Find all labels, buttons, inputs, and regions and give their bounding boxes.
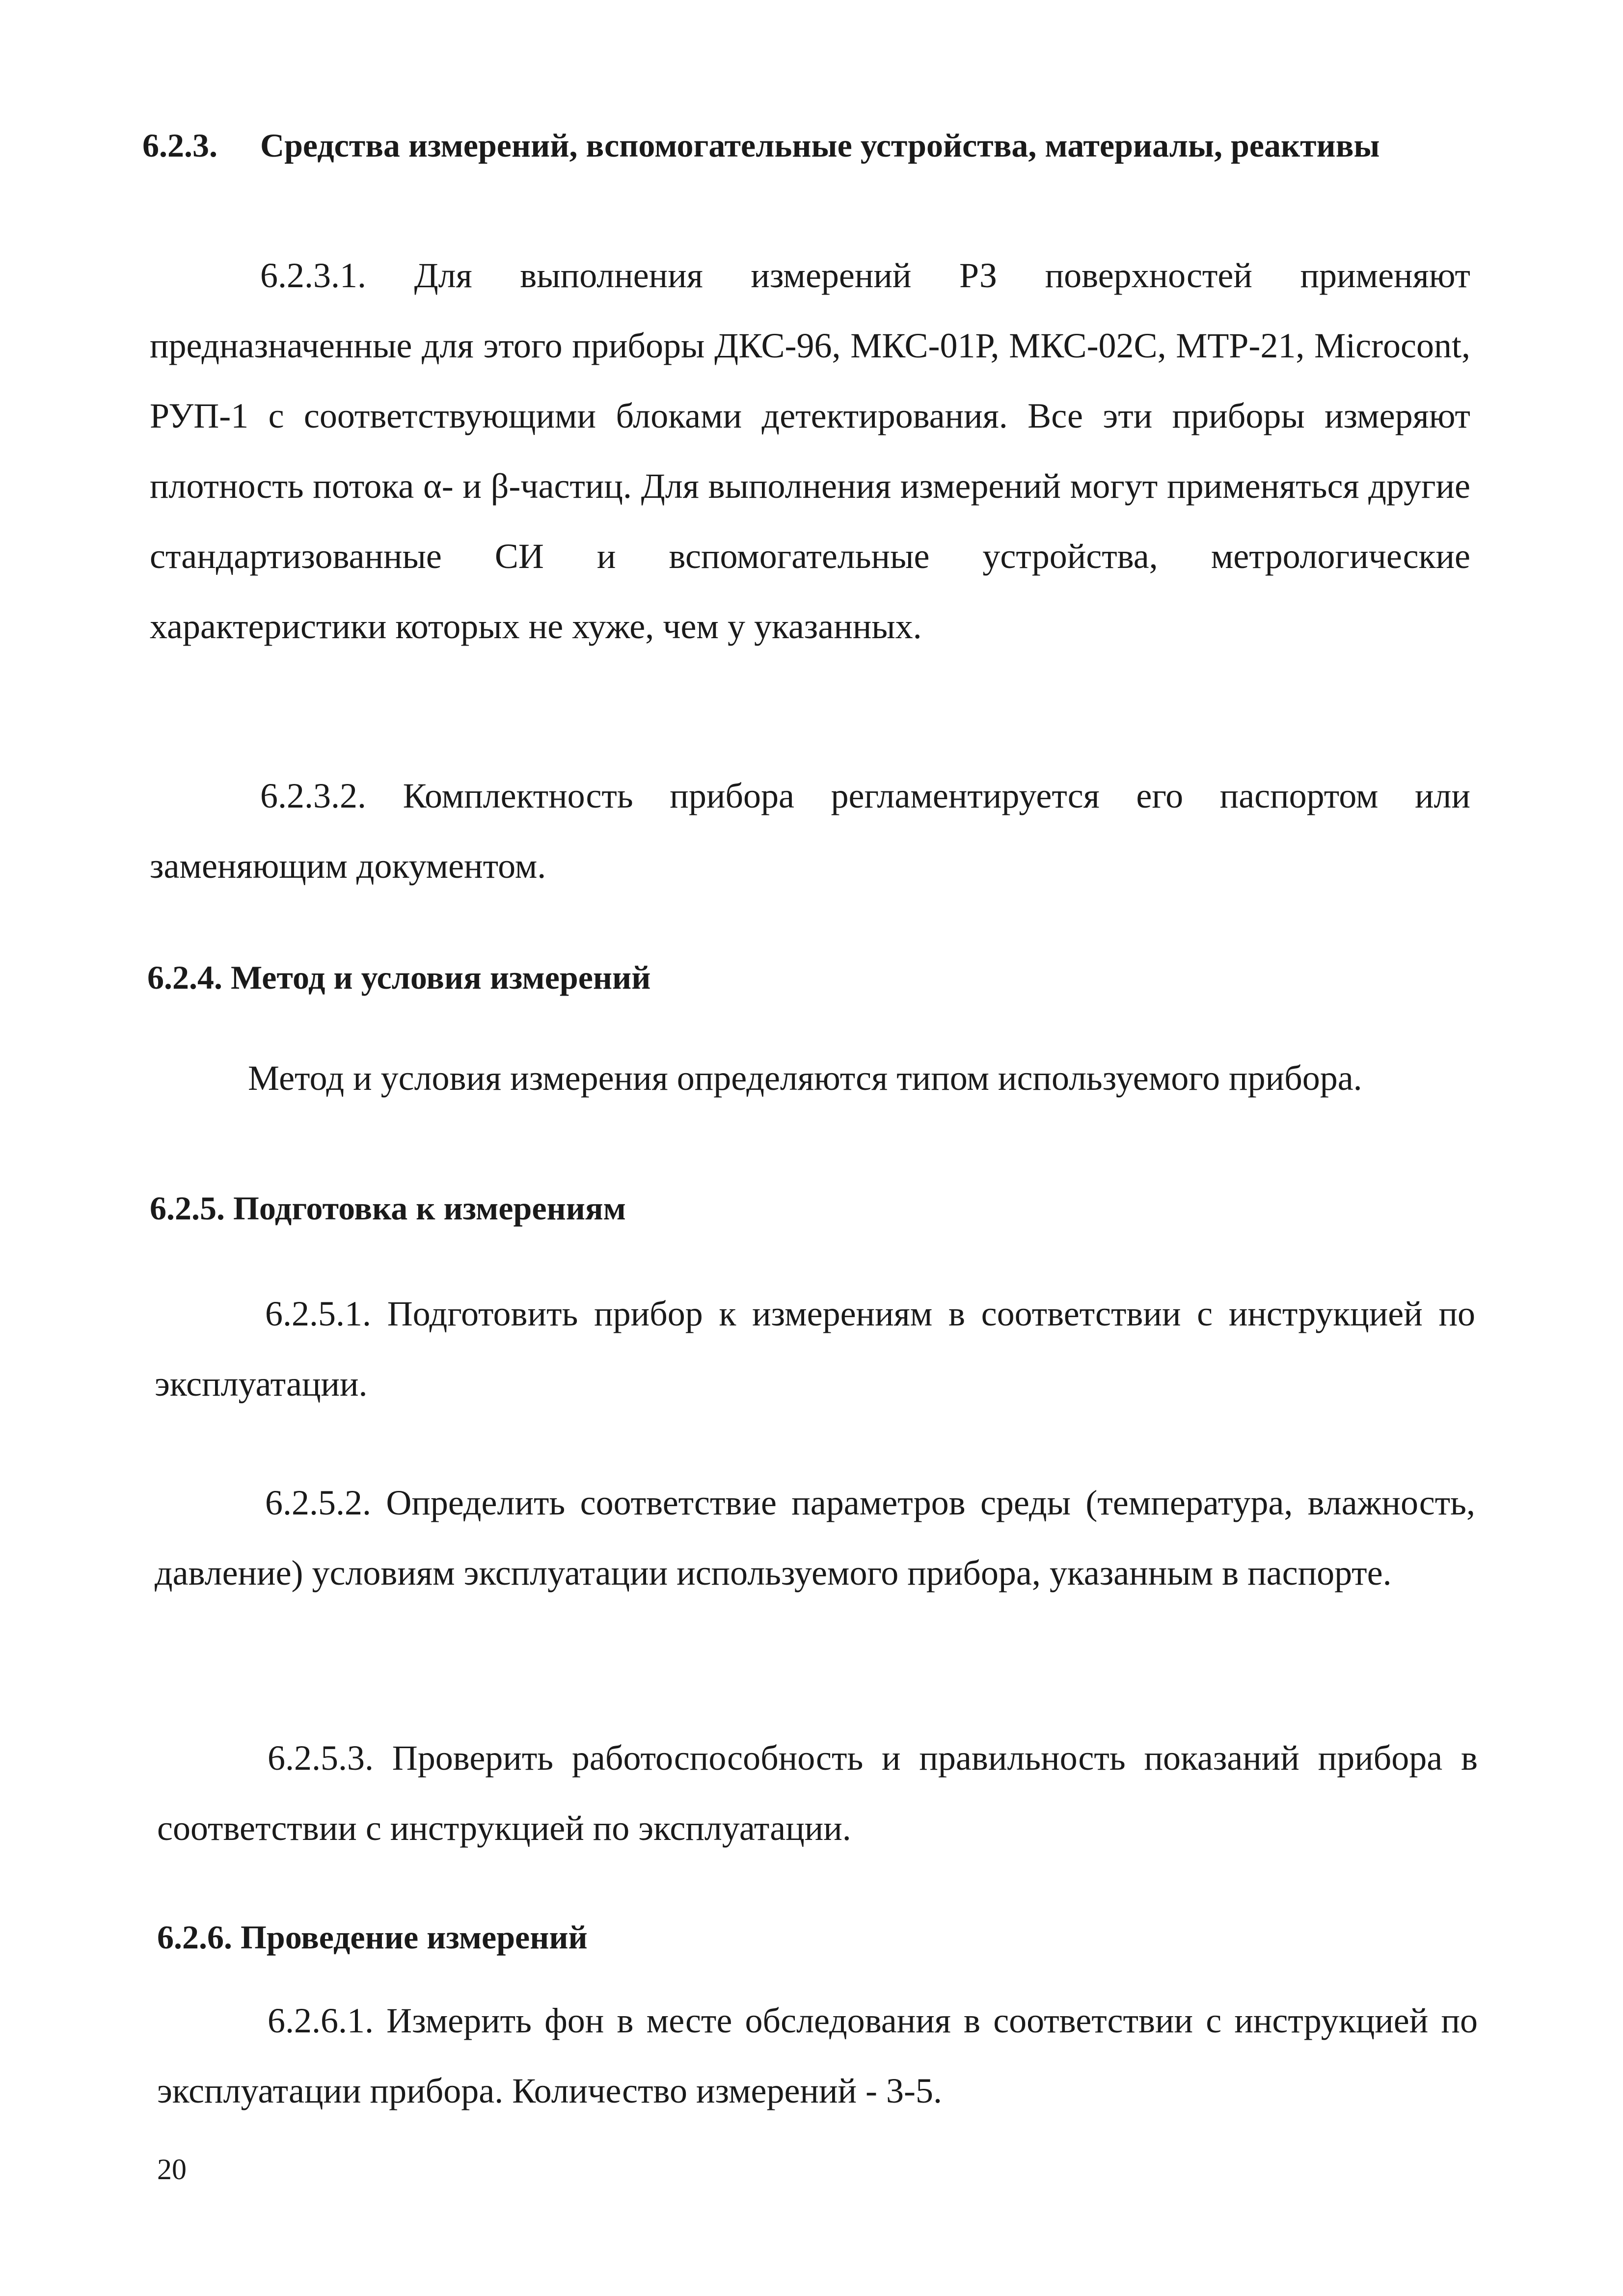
paragraph-6-2-4: Метод и условия измерения определяются типом используемого прибора. [248,1058,1362,1098]
section-heading-6-2-6: 6.2.6. Проведение измерений [157,1918,588,1956]
paragraph-6-2-5-2: 6.2.5.2. Определить соответствие параметров среды (температура, влажность, давление) условиям эксплуатации используемого прибора, указанным в паспорте. [155,1483,1475,1593]
section-heading-6-2-5: 6.2.5. Подготовка к измерениям [150,1189,626,1227]
section-number: 6.2.3. [142,127,217,164]
paragraph-6-2-3-1: 6.2.3.1. Для выполнения измерений РЗ поверхностей применяют предназначенные для этого приборы ДКС-96, МКС-01Р, МКС-02С, МТР-21, Microcont, РУП-1 с соответствующими блоками детектирования. Все эти приборы измеряют плотность потока α- и β-частиц. Для выполнения измерений могут применяться другие стандартизованные СИ и вспомогательные устройства, метрологические характеристики которых не хуже, чем у указанных. [150,256,1470,646]
paragraph-6-2-5-1: 6.2.5.1. Подготовить прибор к измерениям в соответствии с инструкцией по эксплуатации. [155,1294,1475,1404]
section-heading-6-2-4: 6.2.4. Метод и условия измерений [147,959,651,996]
paragraph-6-2-6-1: 6.2.6.1. Измерить фон в месте обследования в соответствии с инструкцией по эксплуатации прибора. Количество измерений - 3-5. [157,2001,1478,2110]
paragraph-6-2-3-2: 6.2.3.2. Комплектность прибора регламентируется его паспортом или заменяющим документом. [150,776,1470,886]
section-title: Средства измерений, вспомогательные устройства, материалы, реактивы [260,127,1380,164]
section-heading-6-2-3 [142,123,1468,168]
page-number: 20 [157,2153,187,2186]
paragraph-6-2-5-3: 6.2.5.3. Проверить работоспособность и правильность показаний прибора в соответствии с инструкцией по эксплуатации. [157,1738,1478,1848]
